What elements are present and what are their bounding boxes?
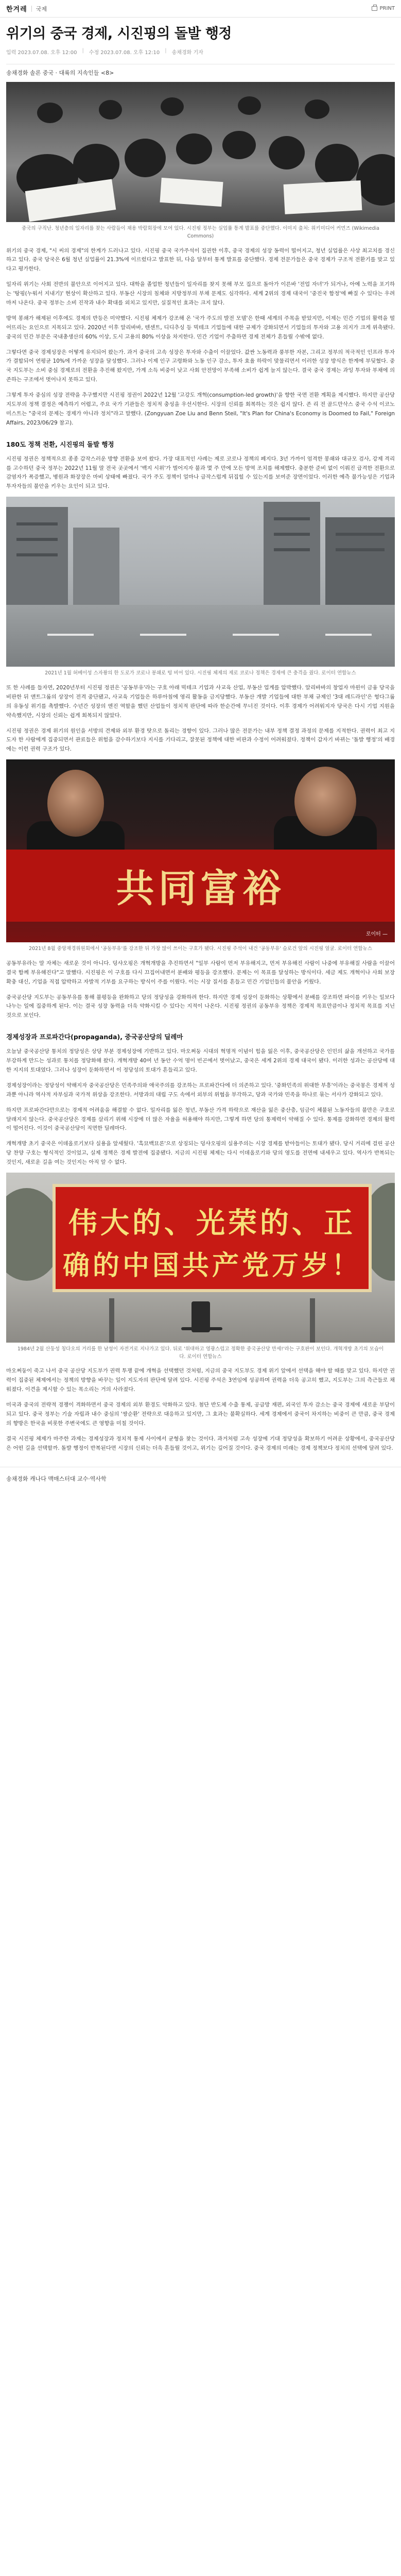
photo-credit: 로이터 — <box>365 931 388 938</box>
paragraph: 미국과 중국의 전략적 경쟁이 격화하면서 중국 경제의 외부 환경도 악화하고 있다. 첨단 반도체 수출 통제, 공급망 재편, 외국인 투자 감소는 중국 경제에 새로운 부담이 되고 있다. 중국 정부는 기술 자립과 내수 중심의 '쌍순환' 전략으로 대응하고 있지만, 그 효과는 불확실하다. 세계 경제에서 중국이 차지하는 비중이 큰 만큼, 중국 경제의 향방은 한국을 비롯한 주변국에도 큰 영향을 미칠 것이다. <box>6 1402 395 1427</box>
page-title: 위기의 중국 경제, 시진핑의 돌발 행정 <box>6 26 232 42</box>
print-label: PRINT <box>379 6 395 11</box>
lead-text: 송채경화 솔론 중국 · 대륙의 지속인들 <8> <box>6 70 114 77</box>
figure-4 <box>6 1173 395 1361</box>
paragraph: 개혁개방 초기 중국은 이데올로기보다 실용을 앞세웠다. '흑묘백묘론'으로 상징되는 덩샤오핑의 실용주의는 시장 경제를 받아들이는 토대가 됐다. 당시 거리에 걸린 공산당 찬양 구호는 형식적인 것이었고, 실제 정책은 경제 발전에 집중됐다. 지금의 시진핑 체제는 다시 이데올로기와 당의 영도를 전면에 내세우고 있다. 역사가 반복되는 것인지, 새로운 길을 여는 것인지는 아직 알 수 없다. <box>6 1141 395 1166</box>
author-name[interactable]: 송채경화 기자 <box>171 50 203 56</box>
slogan-board <box>53 1184 372 1292</box>
section-heading: 180도 정책 전환, 시진핑의 돌발 행정 <box>6 440 114 448</box>
slogan-line: 确的中国共产党万岁！ <box>62 1250 361 1282</box>
photo-slogan-board <box>6 1173 395 1343</box>
paragraph: 하지만 프로파간다만으로는 경제적 어려움을 해결할 수 없다. 일자리를 잃은 청년, 부동산 가격 하락으로 재산을 잃은 중산층, 임금이 체불된 노동자들의 불만은 구호로 달래지지 않는다. 중국공산당은 경제를 살리기 위해 시장에 더 많은 자율을 허용해야 하지만, 그렇게 하면 당의 통제력이 약해질 수 있다. 통제를 강화하면 경제의 활력이 떨어진다. 이것이 중국공산당이 직면한 딜레마다. <box>6 1107 395 1132</box>
author-footer <box>0 1467 401 1498</box>
divider <box>31 6 32 12</box>
paragraph: 중국공산당 지도부는 공동부유를 통해 불평등을 완화하고 당의 정당성을 강화하려 한다. 하지만 경제 성장이 둔화하는 상황에서 분배를 강조하면 파이를 키우는 일보다 나누는 일에 집중하게 된다. 이는 결국 성장 동력을 더욱 약화시킬 수 있다는 지적이 나온다. 시진핑 정권의 공동부유 정책은 경제적 목표만큼이나 정치적 목표를 지닌 것으로 보인다. <box>6 994 395 1019</box>
banner-text: 共同富裕 <box>116 867 285 911</box>
paragraph: 공동부유라는 말 자체는 새로운 것이 아니다. 덩샤오핑은 개혁개방을 추진하면서 "일부 사람이 먼저 부유해지고, 먼저 부유해진 사람이 나중에 부유해질 사람을 이끌어 결국 함께 부유해진다"고 말했다. 시진핑은 이 구호를 다시 끄집어내면서 분배와 평등을 강조했다. 문제는 이 목표를 달성하는 방식이다. 세금 제도 개혁이나 사회 보장 확충 대신, 기업을 직접 압박하고 자발적 기부를 요구하는 방식이 주를 이뤘다. 이는 시장 질서를 흔들고 민간 기업인들의 불안을 키웠다. <box>6 960 395 985</box>
top-bar <box>0 0 401 18</box>
figure-3 <box>6 759 395 953</box>
publish-date: 입력 2023.07.08. 오후 12:00 <box>6 50 77 56</box>
section-label[interactable]: 국제 <box>36 5 47 12</box>
paragraph: 방역 봉쇄가 해제된 이후에도 경제의 반등은 미약했다. 시진핑 체제가 강조해 온 '국가 주도의 발전 모델'은 한때 세계의 주목을 받았지만, 이제는 민간 기업의 활력을 떨어뜨리는 요인으로 지목되고 있다. 2020년 이후 알리바바, 텐센트, 디디추싱 등 빅테크 기업들에 대한 규제가 강화되면서 기업들의 투자와 고용 의지가 크게 위축됐다. 중국의 민간 부문은 국내총생산의 60% 이상, 도시 고용의 80% 이상을 차지한다. 민간 기업이 주춤하면 경제 전체가 흔들릴 수밖에 없다. <box>6 315 395 340</box>
article-body <box>0 247 401 492</box>
update-date: 수정 2023.07.08. 오후 12:10 <box>89 50 160 56</box>
lead-box <box>6 64 395 77</box>
paragraph: 또 한 사례를 들자면, 2020년부터 시진핑 정권은 '공동부유'라는 구호 아래 빅테크 기업과 사교육 산업, 부동산 업계를 압박했다. 알리바바의 창업자 마윈이 금융 당국을 비판한 뒤 앤트그룹의 상장이 전격 중단됐고, 사교육 기업들은 하루아침에 영리 활동을 금지당했다. 부동산 개발 기업들에 대한 부채 규제인 '3대 레드라인'은 헝다그룹의 유동성 위기를 촉발했다. 수년간 성장의 엔진 역할을 했던 산업들이 정치적 판단에 따라 한순간에 무너진 것이다. 이후 경제가 어려워지자 당국은 다시 기업 지원을 약속했지만, 시장의 신뢰는 쉽게 회복되지 않았다. <box>6 684 395 719</box>
slogan-line: 伟大的、光荣的、正 <box>68 1206 356 1241</box>
paragraph: 그렇다면 중국 경제성장은 어떻게 유지되어 왔는가. 과거 중국의 고속 성장은 투자와 수출이 이끌었다. 값싼 노동력과 풍부한 자본, 그리고 정부의 적극적인 인프라 투자가 결합되어 연평균 10%에 가까운 성장을 달성했다. 그러나 이제 인구 고령화와 노동 인구 감소, 투자 효율 하락이 맞물리면서 이러한 성장 방식은 한계에 부딪혔다. 중국 지도부는 소비 중심 경제로의 전환을 추진해 왔지만, 가계 소득 비중이 낮고 사회 안전망이 부족해 소비가 쉽게 늘지 않는다. 결국 중국 경제는 과잉 투자와 부채에 의존하는 구조에서 벗어나지 못하고 있다. <box>6 349 395 383</box>
figure-caption: 중국의 구직난. 청년층의 일자리를 찾는 사람들이 채용 박람회장에 모여 있다. 시진핑 정부는 실업률 통계 발표를 중단했다. 이미지 출처: 위키미디어 커먼즈 (Wikimedia Commons) <box>22 226 379 239</box>
brand-logo[interactable]: 한겨레 <box>6 6 27 13</box>
photo-empty-street <box>6 497 395 667</box>
figure-caption: 2021년 8월 중앙재경위원회에서 '공동부유'를 강조한 뒤 가장 많이 쓰이는 구호가 됐다. 시진핑 주석이 내건 '공동부유' 슬로건 앞의 시진핑 얼굴. 로이터 연합뉴스 <box>29 946 372 952</box>
paragraph: 위기의 중국 경제, "시 씨의 경제"의 한계가 드러나고 있다. 시진핑 중국 국가주석이 집권한 이후, 중국 경제의 성장 동력이 떨어지고, 청년 실업률은 사상 최고치를 경신하고 있다. 중국 당국은 6월 청년 실업률이 21.3%에 이르렀다고 발표한 뒤, 다음 달부터 통계 발표를 중단했다. 경제 전문가들은 중국 경제가 구조적 전환기를 맞고 있다고 평가한다. <box>6 247 395 273</box>
photo-common-prosperity <box>6 759 395 942</box>
paragraph: 경제성장이라는 정당성이 약해지자 중국공산당은 민족주의와 애국주의를 강조하는 프로파간다에 더 의존하고 있다. '중화민족의 위대한 부흥'이라는 중국몽은 경제적 성과뿐 아니라 역사적 자부심과 국가적 위상을 강조한다. 서방과의 대립 구도 속에서 외부의 위협을 부각하고, 당과 국가와 민족을 하나로 묶는 서사가 강화되고 있다. <box>6 1082 395 1098</box>
paragraph: 오늘날 중국공산당 통치의 정당성은 상당 부분 경제성장에 기반하고 있다. 마오쩌둥 시대의 혁명적 이념이 힘을 잃은 이후, 중국공산당은 인민의 삶을 개선하고 국가를 부강하게 만드는 성과로 통치를 정당화해 왔다. 개혁개방 40여 년 동안 수억 명이 빈곤에서 벗어났고, 중국은 세계 2위의 경제 대국이 됐다. 이러한 성과는 공산당에 대한 지지의 토대였다. 그러나 성장이 둔화하면서 이 정당성의 토대가 흔들리고 있다. <box>6 1048 395 1074</box>
paragraph: 그렇게 투자 중심의 성장 전략을 추구했지만 시진핑 정권이 2022년 12월 '고강도 개혁(consumption-led growth)'을 향한 국면 전환 계획을 제시했다. 하지만 공산당 지도부의 정책 결정은 예측하기 어렵고, 주요 국가 기관들은 정치적 충성을 우선시한다. 시장의 신뢰를 회복하는 것은 쉽지 않다. 존 리 전 골드만삭스 중국 수석 이코노미스트는 "중국의 문제는 경제가 아니라 정치"라고 말했다. (Zongyuan Zoe Liu and Benn Steil, "It's Plan for China's Economy is Doomed to Fail," Foreign Affairs, 2023/06/29 참고). <box>6 392 395 426</box>
article-header <box>0 18 401 60</box>
paragraph: 일자리 위기는 사회 전반의 불안으로 이어지고 있다. 대학을 졸업한 청년들이 일자리를 찾지 못해 부모 집으로 돌아가 이른바 '전업 자녀'가 되거나, 아예 노력을 포기하는 '탕핑(누워서 지내기)' 현상이 확산하고 있다. 부동산 시장의 침체와 지방정부의 부채 문제도 심각하다. 세계 2위의 경제 대국이 '중진국 함정'에 빠질 수 있다는 우려마저 나온다. 중국 정부는 소비 진작과 내수 확대를 외치고 있지만, 실질적인 효과는 크지 않다. <box>6 281 395 306</box>
section-heading: 경제성장과 프로파간다(propaganda), 중국공산당의 딜레마 <box>6 1033 183 1041</box>
print-button[interactable] <box>372 6 395 11</box>
paragraph: 시진핑 정권은 경제 위기의 원인을 서방의 견제와 외부 환경 탓으로 돌리는 경향이 있다. 그러나 많은 전문가는 내부 정책 결정 과정의 문제를 지적한다. 권력이 최고 지도자 한 사람에게 집중되면서 관료들은 위험을 감수하기보다 지시를 기다리고, 잘못된 정책에 대한 비판과 수정이 어려워졌다. 정책이 갑자기 바뀌는 '돌발 행정'의 배경에는 이런 권력 구조가 있다. <box>6 727 395 753</box>
photo-job-fair <box>6 82 395 222</box>
paragraph: 시진핑 정권은 정책적으로 종종 갑작스러운 방향 전환을 보여 왔다. 가장 대표적인 사례는 제로 코로나 정책의 폐지다. 3년 가까이 엄격한 봉쇄와 대규모 검사, 강제 격리를 고수하던 중국 정부는 2022년 11월 말 전국 곳곳에서 '백지 시위'가 벌어지자 불과 몇 주 만에 모든 방역 조치를 해제했다. 충분한 준비 없이 이뤄진 급격한 전환으로 감염자가 폭증했고, 병원과 화장장은 마비 상태에 빠졌다. 국가 주도 정책이 얼마나 급작스럽게 뒤집힐 수 있는지를 보여준 장면이었다. 이러한 예측 불가능성은 기업과 투자자들의 불안을 키우는 요인이 되고 있다. <box>6 455 395 490</box>
figure-caption: 2021년 1월 허베이성 스자좡의 한 도로가 코로나 봉쇄로 텅 비어 있다. 시진핑 체제의 제로 코로나 정책은 경제에 큰 충격을 줬다. 로이터 연합뉴스 <box>45 670 356 676</box>
figure-2 <box>6 497 395 677</box>
print-icon <box>372 6 377 11</box>
figure-caption: 1984년 2월 산둥성 칭다오의 거리를 한 남성이 자전거로 지나가고 있다. 뒤로 '위대하고 영광스럽고 정확한 중국공산당 만세!'라는 구호판이 보인다. 개혁개방 초기의 모습이다. 로이터 연합뉴스 <box>17 1346 384 1360</box>
banner <box>6 850 395 922</box>
paragraph: 마오쩌둥이 죽고 나서 중국 공산당 지도부가 권력 투쟁 끝에 개혁을 선택했던 것처럼, 지금의 중국 지도부도 경제 위기 앞에서 선택을 해야 할 때를 맞고 있다. 하지만 권력이 집중된 체제에서는 정책의 방향을 바꾸는 일이 지도자의 판단에 달려 있다. 시진핑 주석은 3연임에 성공하며 권력을 더욱 공고히 했고, 지도부는 그의 측근들로 채워졌다. 이견을 제시할 수 있는 목소리는 거의 사라졌다. <box>6 1368 395 1393</box>
author-bio: 송채경화 캐나다 맥매스터대 교수·역사학 <box>6 1475 107 1482</box>
figure-1 <box>6 82 395 240</box>
paragraph: 결국 시진핑 체제가 마주한 과제는 경제성장과 정치적 통제 사이에서 균형을 찾는 것이다. 과거처럼 고속 성장에 기대 정당성을 확보하기 어려운 상황에서, 중국공산당은 어떤 길을 선택할까. 돌발 행정이 반복된다면 시장의 신뢰는 더욱 흔들릴 것이고, 위기는 깊어질 것이다. 중국 경제의 미래는 경제 정책보다 정치의 선택에 달려 있다. <box>6 1435 395 1451</box>
article-meta: 입력 2023.07.08. 오후 12:00 | 수정 2023.07.08. 오후 12:10 | 송채경화 기자 <box>6 48 203 56</box>
